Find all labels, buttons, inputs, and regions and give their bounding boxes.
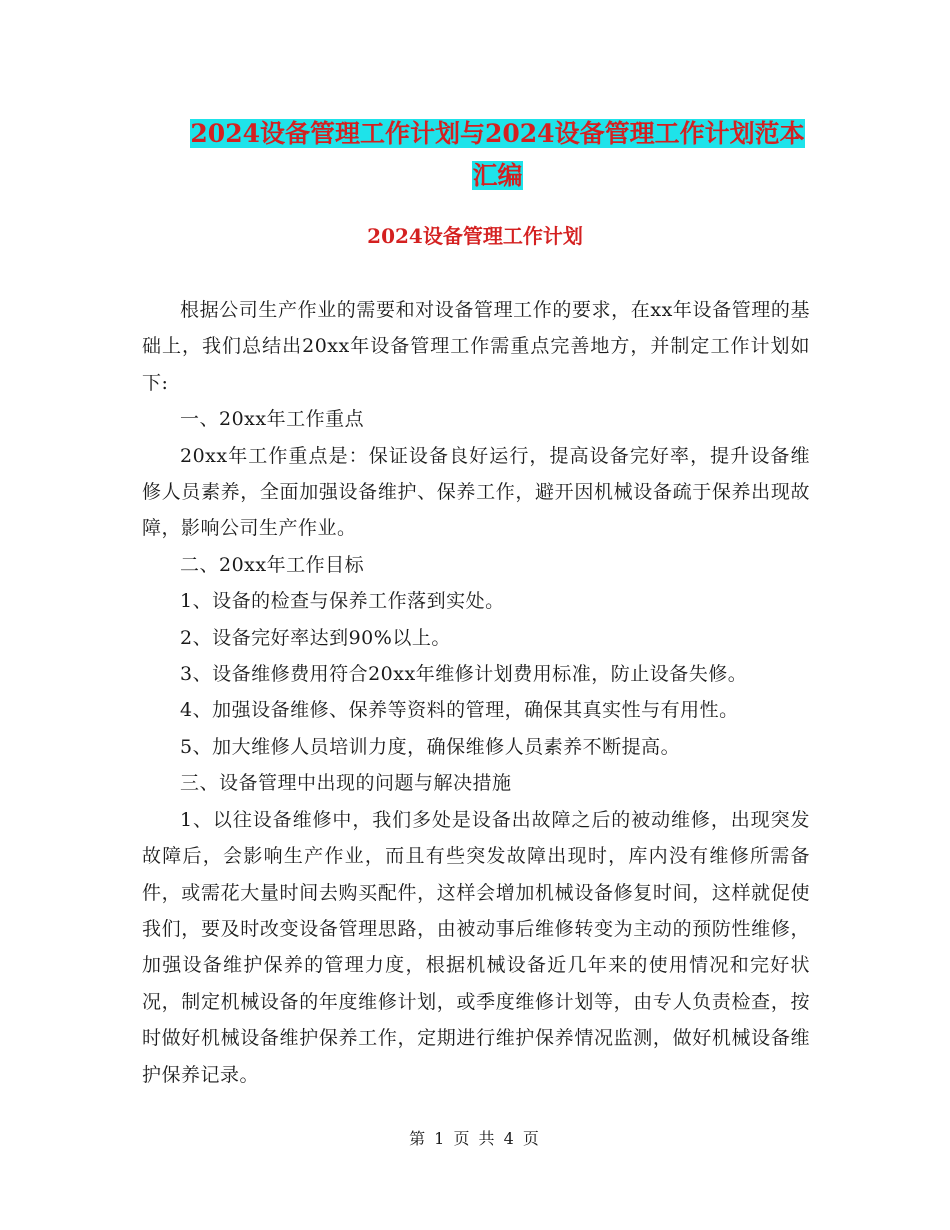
paragraph: 一、20xx年工作重点 (180, 408, 365, 431)
paragraph: 5、加大维修人员培训力度，确保维修人员素养不断提高。 (180, 735, 681, 758)
paragraph: 2、设备完好率达到90%以上。 (180, 626, 451, 649)
paragraph: 4、加强设备维修、保养等资料的管理，确保其真实性与有用性。 (180, 699, 739, 722)
section-title: 2024设备管理工作计划 (367, 224, 583, 248)
paragraph: 二、20xx年工作目标 (180, 553, 365, 576)
paragraph: 20xx年工作重点是：保证设备良好运行，提高设备完好率，提升设备维修人员素养，全面加强设备维护、保养工作，避开因机械设备疏于保养出现故障，影响公司生产作业。 (142, 444, 810, 540)
paragraph: 三、设备管理中出现的问题与解决措施 (180, 772, 512, 795)
document-title-line1: 2024设备管理工作计划与2024设备管理工作计划范本 (190, 119, 805, 148)
paragraph: 1、以往设备维修中，我们多处是设备出故障之后的被动维修，出现突发故障后，会影响生产作业，而且有些突发故障出现时，库内没有维修所需备件，或需花大量时间去购买配件，这样会增加机械设备修复时间，这样就促使我们，要及时改变设备管理思路，由被动事后维修转变为主动的预防性维修，加强设备维护保养的管理力度，根据机械设备近几年来的使用情况和完好状况，制定机械设备的年度维修计划，或季度维修计划等，由专人负责检查，按时做好机械设备维护保养工作，定期进行维护保养情况监测，做好机械设备维护保养记录。 (142, 808, 810, 1086)
body-text (142, 292, 810, 1093)
paragraph: 1、设备的检查与保养工作落到实处。 (180, 590, 505, 613)
document-title-line2: 汇编 (472, 161, 523, 190)
paragraph: 3、设备维修费用符合20xx年维修计划费用标准，防止设备失修。 (180, 663, 748, 686)
paragraph: 根据公司生产作业的需要和对设备管理工作的要求，在xx年设备管理的基础上，我们总结出20xx年设备管理工作需重点完善地方，并制定工作计划如下: (142, 299, 810, 394)
page-footer: 第 1 页 共 4 页 (409, 1129, 541, 1148)
document-title (185, 113, 810, 197)
